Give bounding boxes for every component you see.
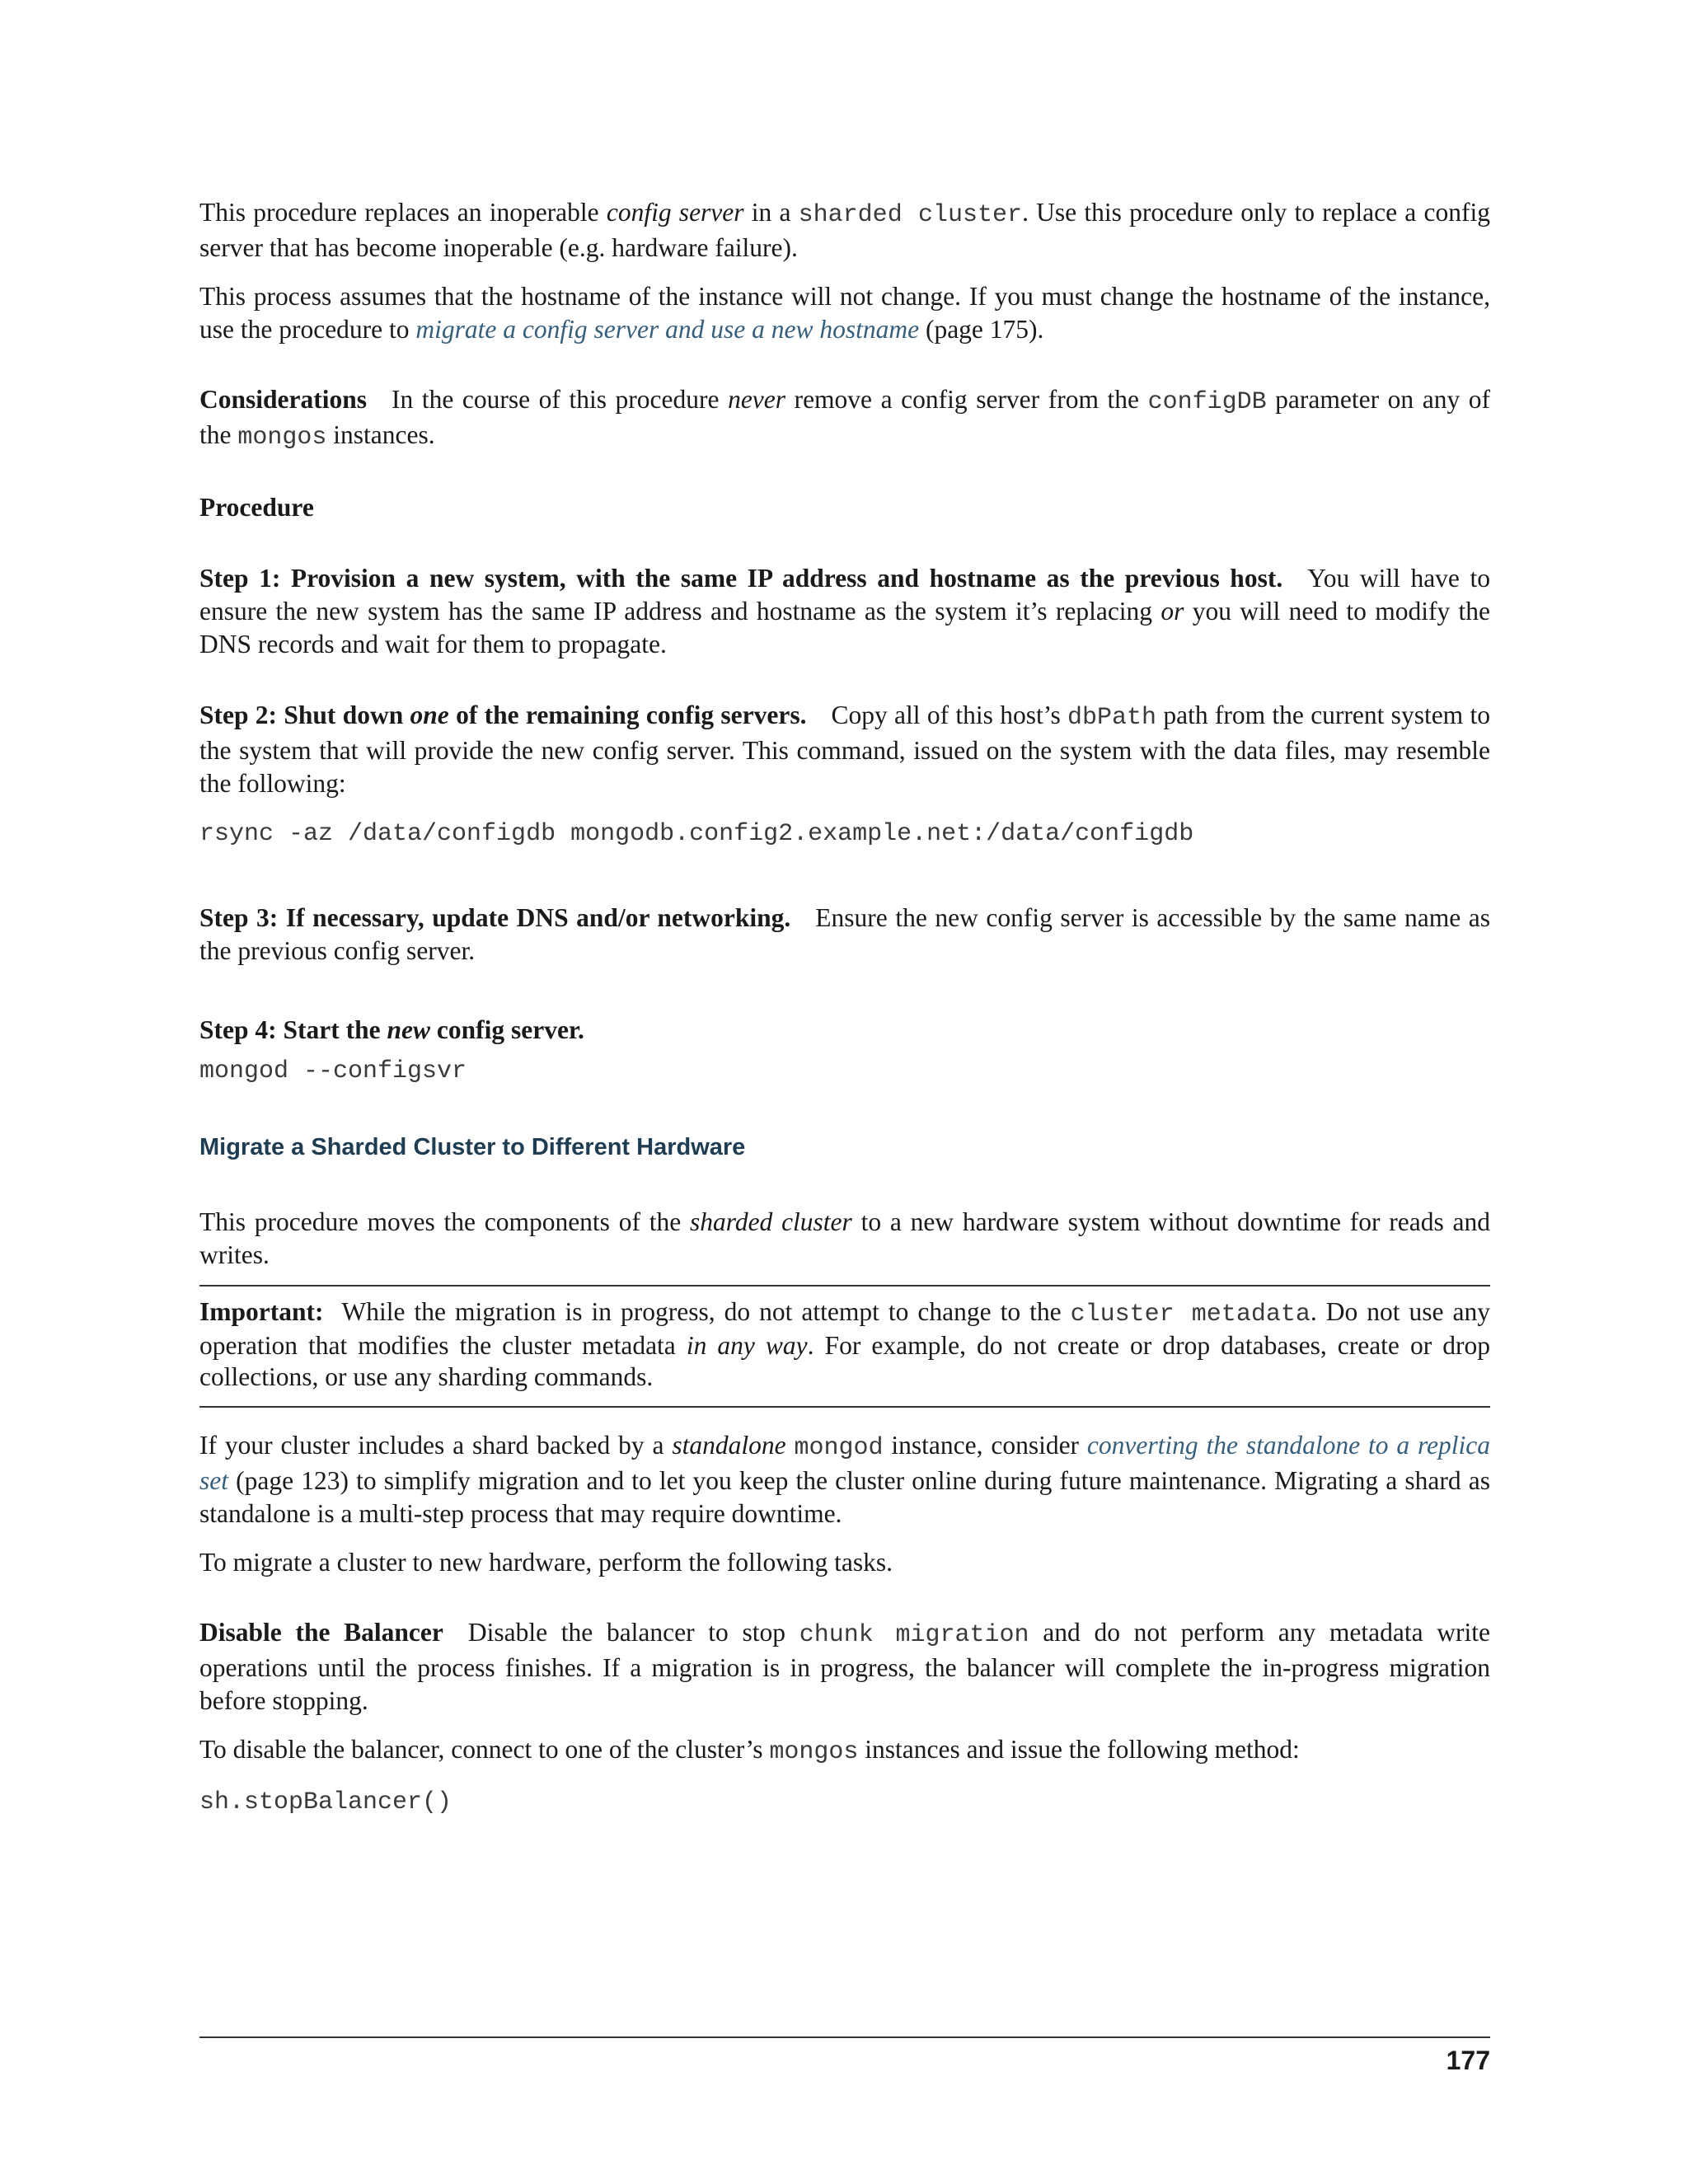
text: instance, consider bbox=[883, 1431, 1087, 1460]
text: Procedure bbox=[199, 493, 314, 522]
text: This procedure replaces an inoperable bbox=[199, 198, 607, 227]
text: you will need to modify the DNS records and wait for them to propagate. bbox=[199, 597, 1491, 658]
code-mongos: mongos bbox=[769, 1738, 859, 1766]
intro-paragraph-1 bbox=[199, 196, 1490, 265]
standalone-paragraph bbox=[199, 1429, 1490, 1530]
text: To disable the balancer, connect to one of the cluster’s bbox=[199, 1735, 770, 1764]
text: sharded cluster bbox=[689, 1207, 852, 1236]
tasks-intro: To migrate a cluster to new hardware, perform the following tasks. bbox=[199, 1548, 893, 1577]
admonition-top-rule bbox=[199, 1285, 1490, 1286]
considerations-paragraph bbox=[199, 383, 1490, 454]
text: in any way bbox=[686, 1331, 808, 1360]
migrate-paragraph bbox=[199, 1206, 1490, 1272]
important-admonition bbox=[199, 1296, 1490, 1393]
text: parameter on any of the bbox=[199, 385, 1491, 449]
text: never bbox=[728, 385, 786, 414]
text: and do not perform any metadata write operations until the process finishes. If a migration is in progress, the balancer will complete the in-progress migration before stopping. bbox=[199, 1618, 1490, 1715]
disable-balancer-heading: Disable the Balancer bbox=[199, 1618, 443, 1647]
text: or bbox=[1160, 597, 1184, 626]
disable-balancer-instructions bbox=[199, 1733, 1490, 1769]
text: . Do not use any operation that modifies the cluster metadata bbox=[199, 1297, 1490, 1360]
text: While the migration is in progress, do not attempt to change to the bbox=[341, 1297, 1071, 1326]
code-block-mongod: mongod --configsvr bbox=[199, 1057, 467, 1085]
term-cluster-metadata: cluster metadata bbox=[1070, 1301, 1311, 1329]
footer-rule bbox=[199, 2036, 1490, 2038]
section-heading-migrate: Migrate a Sharded Cluster to Different Hardware bbox=[199, 1134, 746, 1160]
code-configdb: configDB bbox=[1147, 388, 1267, 416]
step-2 bbox=[199, 699, 1490, 800]
text: (page 123) to simplify migration and to let you keep the cluster online during future maintenance. Migrating a shard as standalone is a multi-step process that may require downtime. bbox=[199, 1466, 1490, 1528]
page-number: 177 bbox=[1446, 2046, 1490, 2075]
code-mongod: mongod bbox=[794, 1434, 884, 1462]
link-migrate-config-server[interactable]: migrate a config server and use a new hostname bbox=[415, 315, 920, 344]
considerations-heading: Considerations bbox=[199, 385, 368, 414]
term-config-server: config server bbox=[606, 198, 744, 227]
step-4-heading: Step 4: Start the new config server. bbox=[199, 1015, 584, 1044]
admonition-bottom-rule bbox=[199, 1406, 1490, 1408]
text: If your cluster includes a shard backed by a bbox=[199, 1431, 673, 1460]
step-3 bbox=[199, 902, 1490, 968]
step-3-heading: Step 3: If necessary, update DNS and/or networking. bbox=[199, 903, 791, 932]
text: . For example, do not create or drop databases, create or drop collections, or use any sharding commands. bbox=[199, 1331, 1490, 1391]
text: in a bbox=[743, 198, 799, 227]
text: remove a config server from the bbox=[785, 385, 1148, 414]
step-1-heading: Step 1: Provision a new system, with the same IP address and hostname as the previous host. bbox=[199, 564, 1283, 593]
important-label: Important: bbox=[199, 1297, 324, 1326]
code-mongos: mongos bbox=[237, 424, 327, 452]
link-convert-standalone[interactable]: converting the standalone to a replica set bbox=[199, 1431, 1491, 1495]
text: Ensure the new config server is accessible by the same name as the previous config server. bbox=[199, 903, 1490, 965]
step-2-heading: Step 2: Shut down one of the remaining config servers. bbox=[199, 701, 807, 729]
text: Disable the balancer to stop bbox=[467, 1618, 799, 1647]
intro-paragraph-2 bbox=[199, 280, 1490, 346]
code-block-rsync: rsync -az /data/configdb mongodb.config2.example.net:/data/configdb bbox=[199, 820, 1194, 848]
page-content bbox=[199, 196, 1490, 1819]
code-dbpath: dbPath bbox=[1067, 704, 1157, 732]
text: to a new hardware system without downtime for reads and writes. bbox=[199, 1207, 1490, 1269]
text: This process assumes that the hostname of the instance will not change. If you must change the hostname of the instance, use the procedure to bbox=[199, 282, 1490, 344]
text: instances. bbox=[326, 420, 435, 449]
text: instances and issue the following method: bbox=[858, 1735, 1300, 1764]
step-1 bbox=[199, 562, 1490, 661]
term-sharded-cluster: sharded cluster bbox=[798, 201, 1023, 229]
text: Copy all of this host’s bbox=[831, 701, 1068, 729]
procedure-heading bbox=[199, 491, 1490, 524]
code-block-stop-balancer: sh.stopBalancer() bbox=[199, 1788, 452, 1816]
text: In the course of this procedure bbox=[392, 385, 729, 414]
text: You will have to ensure the new system has the same IP address and hostname as the system it’s replacing bbox=[199, 564, 1490, 626]
text: path from the current system to the system that will provide the new config server. This command, issued on the system with the data files, may resemble the following: bbox=[199, 701, 1490, 798]
text: . Use this procedure only to replace a config server that has become inoperable (e.g. hardware failure). bbox=[199, 198, 1490, 262]
term-chunk-migration: chunk migration bbox=[799, 1621, 1029, 1649]
text: (page 175). bbox=[919, 315, 1044, 344]
text: standalone bbox=[672, 1431, 786, 1460]
text: This procedure moves the components of the bbox=[199, 1207, 690, 1236]
disable-balancer-paragraph bbox=[199, 1616, 1490, 1718]
